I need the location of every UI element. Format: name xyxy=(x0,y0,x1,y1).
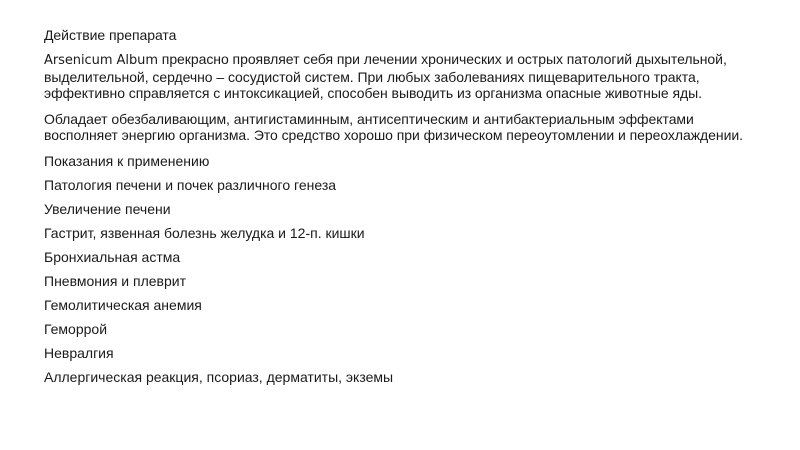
indication-item: Увеличение печени xyxy=(44,201,171,217)
indication-item: Геморрой xyxy=(44,321,108,337)
paragraph-description-text: прекрасно проявляет себя при лечении хронических и острых патологий дыхытельной, выделительной, сердечно – сосудистой систем. При любых заболеваниях пищеварительного тракта, эффективно справляется с интоксикацией, способен выводить из организма опасные животные яды. xyxy=(44,51,727,101)
slide-content xyxy=(44,27,756,393)
indications-title: Показания к применению xyxy=(44,153,210,169)
indication-item: Гемолитическая анемия xyxy=(44,297,202,313)
indication-item: Невралгия xyxy=(44,345,114,361)
indication-item: Гастрит, язвенная болезнь желудка и 12-п. кишки xyxy=(44,225,365,241)
paragraph-description xyxy=(44,51,756,101)
section-heading-action: Действие препарата xyxy=(44,27,177,43)
indication-item: Бронхиальная астма xyxy=(44,249,181,265)
indication-item: Патология печени и почек различного генеза xyxy=(44,177,337,193)
indication-item: Аллергическая реакция, псориаз, дерматиты, экземы xyxy=(44,369,394,385)
drug-name: Arsenicum Album xyxy=(44,53,158,68)
indication-item: Пневмония и плеврит xyxy=(44,273,186,289)
paragraph-effects: Обладает обезбаливающим, антигистаминным, антисептическим и антибактериальным эффектами восполняет энергию организма. Это средство хорошо при физическом переоутомлении и переохлаждении. xyxy=(44,111,743,143)
